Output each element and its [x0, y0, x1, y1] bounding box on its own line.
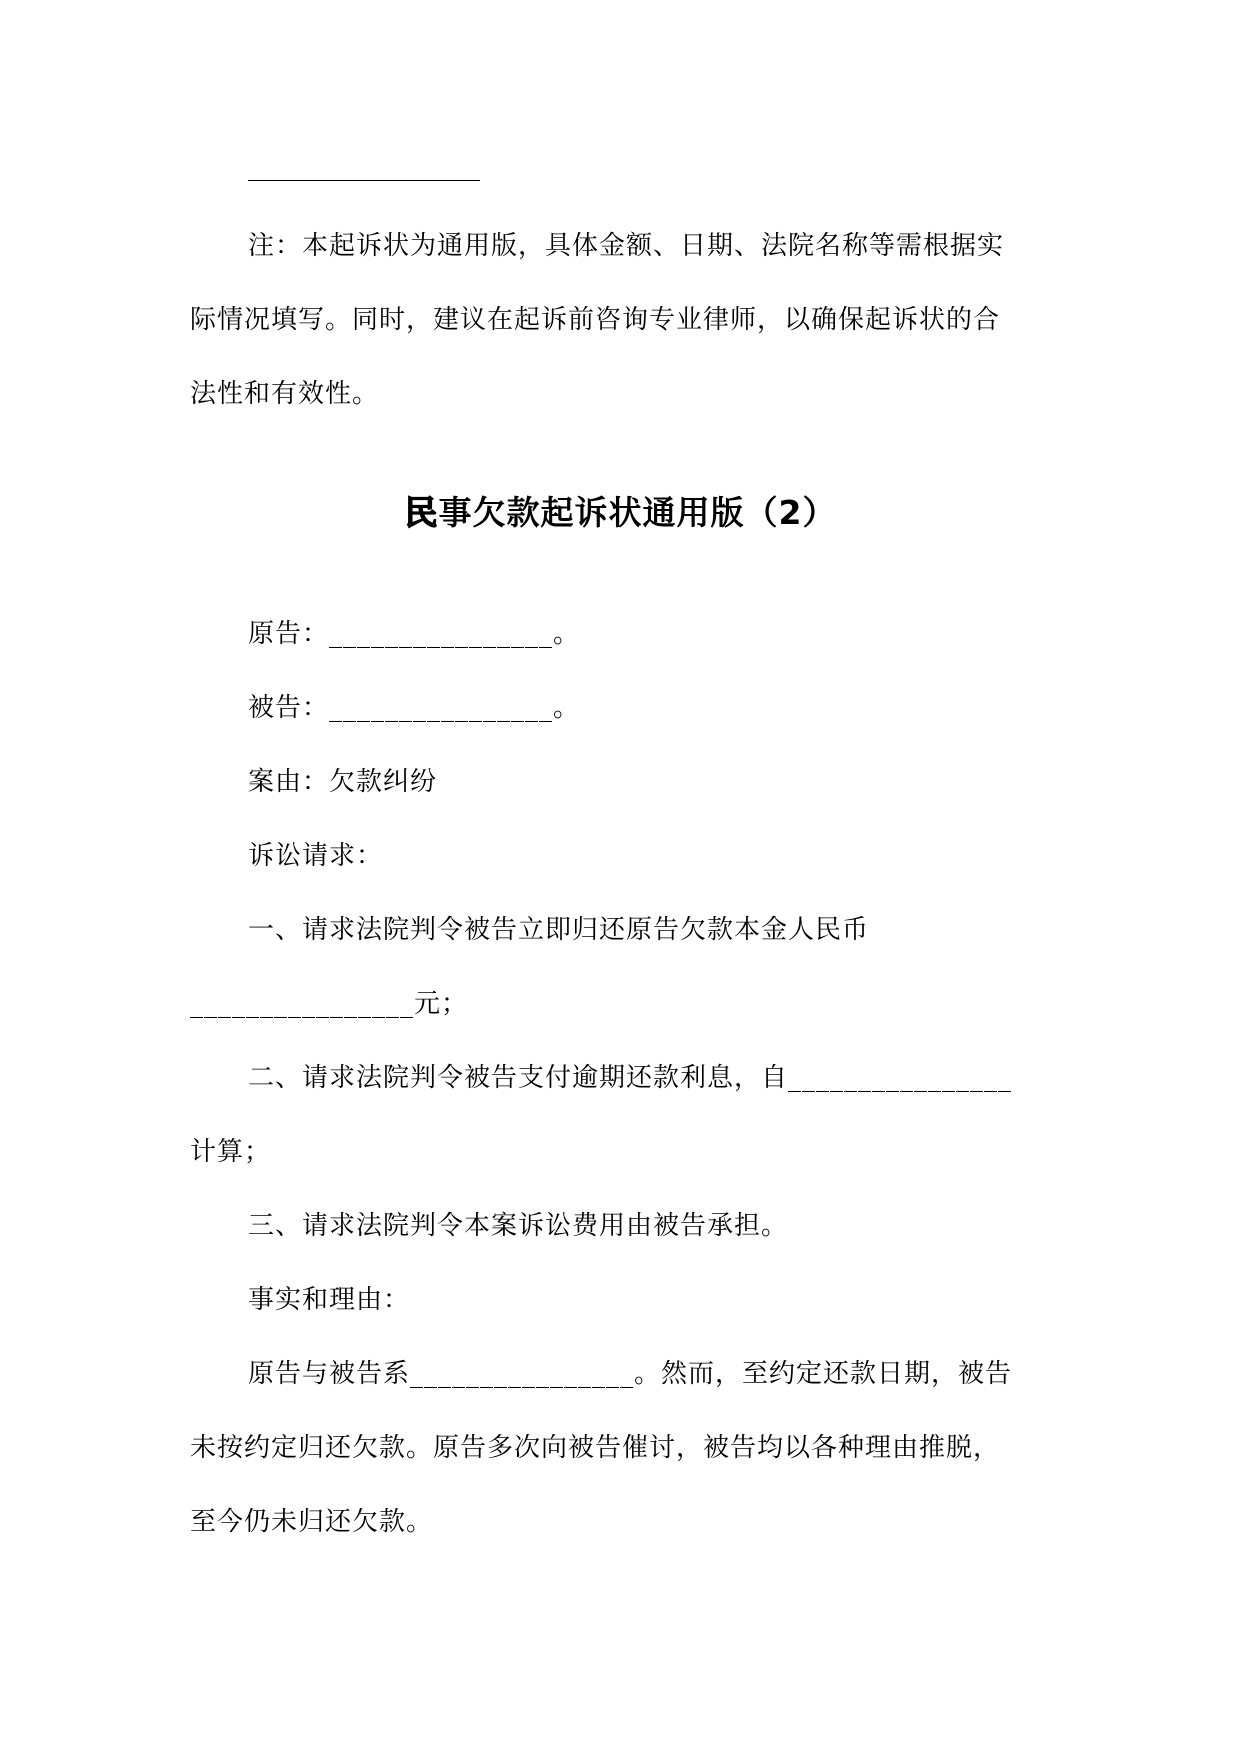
facts-line-2: 未按约定归还欠款。原告多次向被告催讨，被告均以各种理由推脱， — [190, 1433, 1001, 1463]
cause-line: 案由：欠款纠纷 — [248, 767, 438, 797]
facts-line-1: 原告与被告系________________。然而，至约定还款日期，被告 — [248, 1359, 1013, 1389]
claims-heading: 诉讼请求： — [248, 841, 384, 871]
facts-line-3: 至今仍未归还欠款。 — [190, 1507, 434, 1537]
claim-2-line-2: 计算； — [190, 1137, 272, 1167]
note-line-2: 际情况填写。同时，建议在起诉前咨询专业律师，以确保起诉状的合 — [190, 305, 1001, 335]
claim-1-line-1: 一、请求法院判令被告立即归还原告欠款本金人民币 — [248, 915, 870, 945]
defendant-line: 被告：________________。 — [248, 693, 581, 723]
separator-line — [248, 180, 480, 181]
plaintiff-line: 原告：________________。 — [248, 619, 581, 649]
claim-1-line-2: ________________元； — [190, 989, 469, 1019]
claim-2-line-1: 二、请求法院判令被告支付逾期还款利息，自________________ — [248, 1063, 1013, 1093]
note-line-3: 法性和有效性。 — [190, 379, 380, 409]
note-line-1: 注：本起诉状为通用版，具体金额、日期、法院名称等需根据实 — [248, 231, 1005, 261]
facts-heading: 事实和理由： — [248, 1285, 411, 1315]
claim-3: 三、请求法院判令本案诉讼费用由被告承担。 — [248, 1211, 789, 1241]
title-first-char: 民 — [404, 493, 439, 532]
document-title — [0, 488, 1241, 538]
title-text: 事欠款起诉状通用版（2） — [438, 493, 837, 532]
